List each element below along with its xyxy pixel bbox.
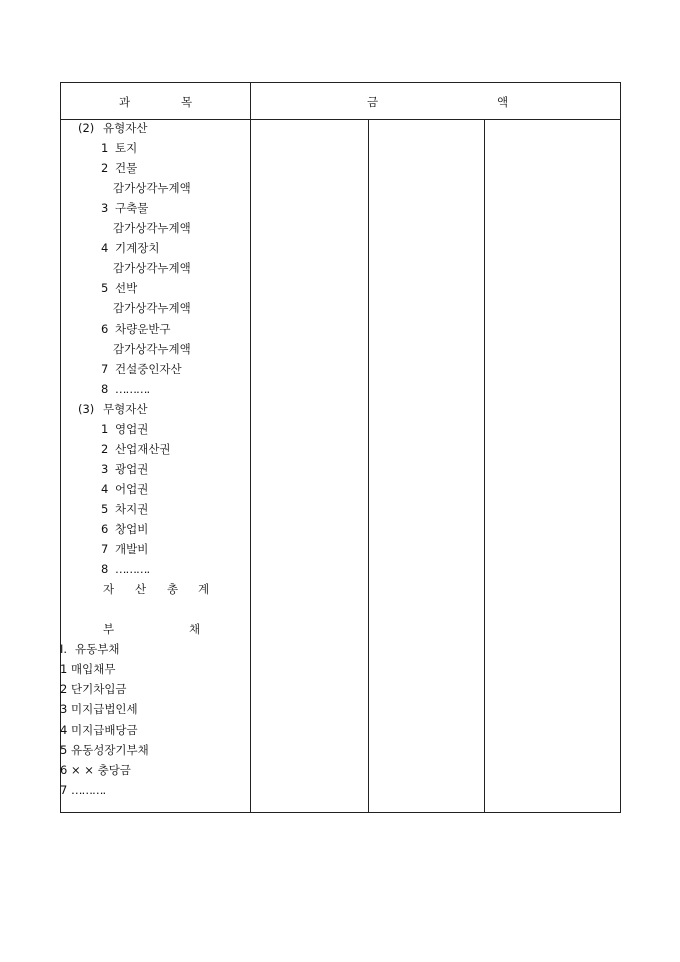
- header-amount-char-2: 액: [497, 95, 509, 109]
- row-label: 감가상각누계액: [113, 181, 191, 196]
- row-number: 3: [101, 461, 109, 476]
- liabilities-header-char: 부: [103, 622, 115, 637]
- liability-label: 유동부채: [75, 642, 120, 657]
- row-number: (3): [78, 401, 95, 416]
- row-label: 차지권: [115, 501, 149, 516]
- column-divider-amount-1: [368, 119, 369, 812]
- row-number: 4: [101, 481, 109, 496]
- liability-label: 유동성장기부채: [71, 742, 149, 757]
- row-label: 산업재산권: [115, 441, 171, 456]
- row-number: 8: [101, 381, 109, 396]
- header-divider: [61, 119, 620, 120]
- row-number: 2: [101, 441, 109, 456]
- row-number: 7: [101, 361, 109, 376]
- row-label: 차량운반구: [115, 321, 171, 336]
- row-label: 기계장치: [115, 241, 160, 256]
- row-label: 구축물: [115, 201, 149, 216]
- row-label: 건설중인자산: [115, 361, 182, 376]
- total-assets-char: 자: [103, 582, 115, 597]
- liability-number: 6: [60, 762, 68, 777]
- row-label: 유형자산: [103, 121, 148, 135]
- total-assets-char: 계: [198, 582, 210, 597]
- row-number: 3: [101, 201, 109, 216]
- row-number: 5: [101, 281, 109, 296]
- row-label: 감가상각누계액: [113, 341, 191, 356]
- row-number: 1: [101, 421, 109, 436]
- row-number: 5: [101, 501, 109, 516]
- liability-number: 1: [60, 662, 68, 677]
- liability-number: 2: [60, 682, 68, 697]
- liability-label: 미지급법인세: [71, 702, 138, 717]
- header-amount-char-1: 금: [367, 95, 379, 109]
- row-label: 개발비: [115, 542, 149, 557]
- row-number: 6: [101, 522, 109, 536]
- liability-label: ……….: [71, 782, 106, 797]
- liability-label: 미지급배당금: [71, 722, 138, 737]
- row-number: 8: [101, 562, 109, 577]
- row-number: 1: [101, 141, 109, 156]
- liability-number: 4: [60, 722, 68, 737]
- column-divider-subject: [250, 83, 251, 812]
- liability-label: 매입채무: [71, 662, 116, 677]
- liability-number: I.: [60, 642, 68, 657]
- row-label: 토지: [115, 141, 138, 156]
- row-label: 무형자산: [103, 401, 148, 416]
- row-label: ……….: [115, 381, 150, 396]
- row-number: 2: [101, 161, 109, 176]
- row-label: 광업권: [115, 461, 149, 476]
- row-label: 선박: [115, 281, 138, 296]
- row-number: 6: [101, 321, 109, 336]
- row-label: 어업권: [115, 481, 149, 496]
- total-assets-char: 총: [167, 582, 179, 597]
- row-number: (2): [78, 121, 95, 135]
- liability-label: 단기차입금: [71, 682, 127, 697]
- column-divider-amount-2: [484, 119, 485, 812]
- liabilities-header-char: 채: [189, 622, 201, 637]
- header-subject-char-2: 목: [181, 95, 193, 109]
- liability-label: × × 충당금: [71, 762, 131, 777]
- row-label: 감가상각누계액: [113, 261, 191, 276]
- row-label: 감가상각누계액: [113, 221, 191, 236]
- header-subject-char-1: 과: [119, 95, 131, 109]
- row-label: ……….: [115, 562, 150, 577]
- row-label: 영업권: [115, 421, 149, 436]
- row-label: 건물: [115, 161, 138, 176]
- liability-number: 5: [60, 742, 68, 757]
- row-label: 창업비: [115, 522, 149, 536]
- row-number: 7: [101, 542, 109, 557]
- total-assets-char: 산: [135, 582, 147, 597]
- liability-number: 3: [60, 702, 68, 717]
- row-number: 4: [101, 241, 109, 256]
- row-label: 감가상각누계액: [113, 301, 191, 316]
- liability-number: 7: [60, 782, 68, 797]
